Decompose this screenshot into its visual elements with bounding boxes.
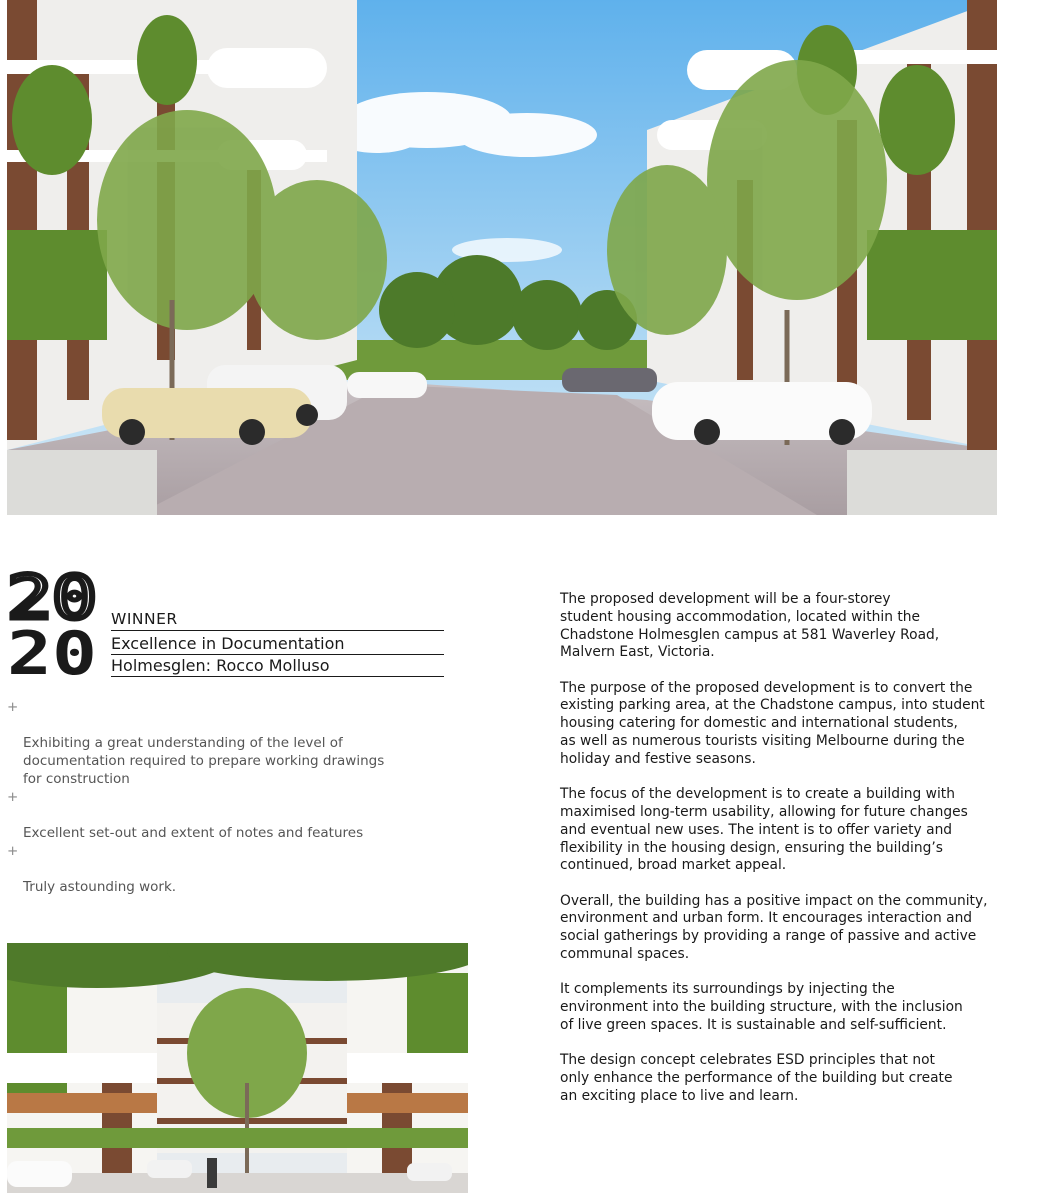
criteria-text: Excellent set-out and extent of notes and features xyxy=(23,825,364,841)
description-paragraph: The purpose of the proposed development is to convert the existing parking area, at the Chadstone campus, into student housing catering for domestic and international students, as well as numerous tourists visiting Melbourne during the holiday and festive seasons. xyxy=(560,679,985,767)
criteria-item xyxy=(7,698,437,788)
criteria-text: Truly astounding work. xyxy=(23,879,177,895)
hero-render-image xyxy=(7,0,997,515)
plus-icon: + xyxy=(7,843,19,859)
judging-criteria-list xyxy=(7,698,437,896)
description-paragraph: It complements its surroundings by injecting the environment into the building structure, with the inclusion of live green spaces. It is sustainable and self-sufficient. xyxy=(560,981,963,1033)
award-category: Excellence in Documentation xyxy=(111,634,345,653)
description-paragraph: The proposed development will be a four-storey student housing accommodation, located within the Chadstone Holmesglen campus at 581 Waverley Road, Malvern East, Victoria. xyxy=(560,591,940,661)
award-divider xyxy=(111,676,444,677)
description-paragraph: The design concept celebrates ESD principles that not only enhance the performance of the building but create an exciting place to live and learn. xyxy=(560,1052,953,1104)
award-divider xyxy=(111,630,444,631)
criteria-item xyxy=(7,842,437,896)
award-label: WINNER xyxy=(111,610,178,628)
description-paragraph: The focus of the development is to create a building with maximised long-term usability, allowing for future changes and eventual new uses. The intent is to offer variety and flexibility in the housing design, ensuring the building’s continued, broad market appeal. xyxy=(560,786,968,874)
criteria-text: Exhibiting a great understanding of the level of documentation required to prepare working drawings for construction xyxy=(23,735,385,787)
award-year-bottom: 20 xyxy=(7,619,97,680)
criteria-item xyxy=(7,788,437,842)
project-description xyxy=(560,591,1010,1123)
award-year-top: 20 xyxy=(7,568,97,633)
courtyard-render-image xyxy=(7,943,468,1193)
award-entrant: Holmesglen: Rocco Molluso xyxy=(111,656,330,675)
award-year-logo xyxy=(7,568,99,680)
award-divider xyxy=(111,654,444,655)
plus-icon: + xyxy=(7,699,19,715)
description-paragraph: Overall, the building has a positive impact on the community, environment and urban form. It encourages interaction and social gatherings by providing a range of passive and active communal spaces. xyxy=(560,892,988,963)
plus-icon: + xyxy=(7,789,19,805)
